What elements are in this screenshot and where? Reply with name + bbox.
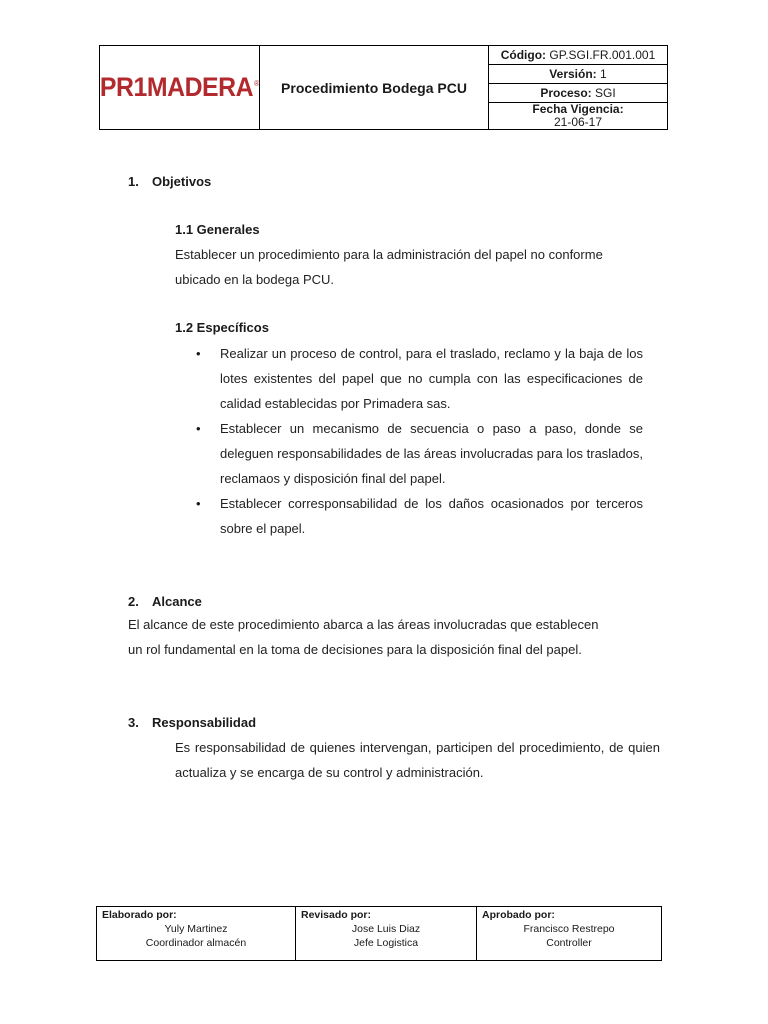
aprobado-cell <box>477 907 661 960</box>
revisado-role: Jefe Logistica <box>353 937 419 949</box>
document-title: Procedimiento Bodega PCU <box>260 46 489 129</box>
approval-table <box>96 906 662 961</box>
responsabilidad-text: Es responsabilidad de quienes intervengan, participen del procedimiento, de quien actualiza y se encarga de su control y administración. <box>175 740 660 780</box>
subsection-generales-heading: 1.1 Generales <box>175 222 260 237</box>
elaborado-role: Coordinador almacén <box>145 937 247 949</box>
especificos-item: Establecer un mecanismo de secuencia o paso a paso, donde se deleguen responsabilidades de las áreas involucradas para los traslados, reclamaos y disposición final del papel. <box>220 421 643 486</box>
company-logo: PR1MADERA® <box>99 72 260 102</box>
generales-text: Establecer un procedimiento para la administración del papel no conforme ubicado en la bodega PCU. <box>175 247 603 287</box>
revisado-name: Jose Luis Diaz <box>351 923 421 935</box>
bullet-marker: • <box>196 496 201 511</box>
aprobado-name: Francisco Restrepo <box>523 923 615 935</box>
especificos-item: Realizar un proceso de control, para el traslado, reclamo y la baja de los lotes existentes del papel que no cumpla con las especificaciones de calidad establecidas por Primadera sas. <box>220 346 643 411</box>
elaborado-name: Yuly Martinez <box>164 923 228 935</box>
meta-fecha: Fecha Vigencia: 21-06-17 <box>532 102 624 129</box>
logo-cell <box>100 46 260 129</box>
meta-codigo: Código: GP.SGI.FR.001.001 <box>489 46 667 65</box>
revisado-cell <box>296 907 477 960</box>
especificos-item: Establecer corresponsabilidad de los daños ocasionados por terceros sobre el papel. <box>220 496 643 536</box>
revisado-label: Revisado por: <box>301 909 372 921</box>
subsection-especificos-heading: 1.2 Específicos <box>175 320 269 335</box>
aprobado-role: Controller <box>546 937 592 949</box>
section-alcance-heading: 2. Alcance <box>128 594 202 609</box>
elaborado-cell <box>97 907 296 960</box>
bullet-marker: • <box>196 421 201 436</box>
document-header <box>99 45 668 130</box>
aprobado-label: Aprobado por: <box>482 909 555 921</box>
section-objetivos-heading: 1. Objetivos <box>128 174 212 189</box>
meta-version: Versión: 1 <box>489 65 667 84</box>
meta-proceso: Proceso: SGI <box>489 84 667 103</box>
elaborado-label: Elaborado por: <box>102 909 177 921</box>
alcance-text: El alcance de este procedimiento abarca a las áreas involucradas que establecen un rol fundamental en la toma de decisiones para la disposición final del papel. <box>128 617 599 657</box>
section-responsabilidad-heading: 3. Responsabilidad <box>128 715 257 730</box>
bullet-marker: • <box>196 346 201 361</box>
document-meta <box>489 46 667 129</box>
